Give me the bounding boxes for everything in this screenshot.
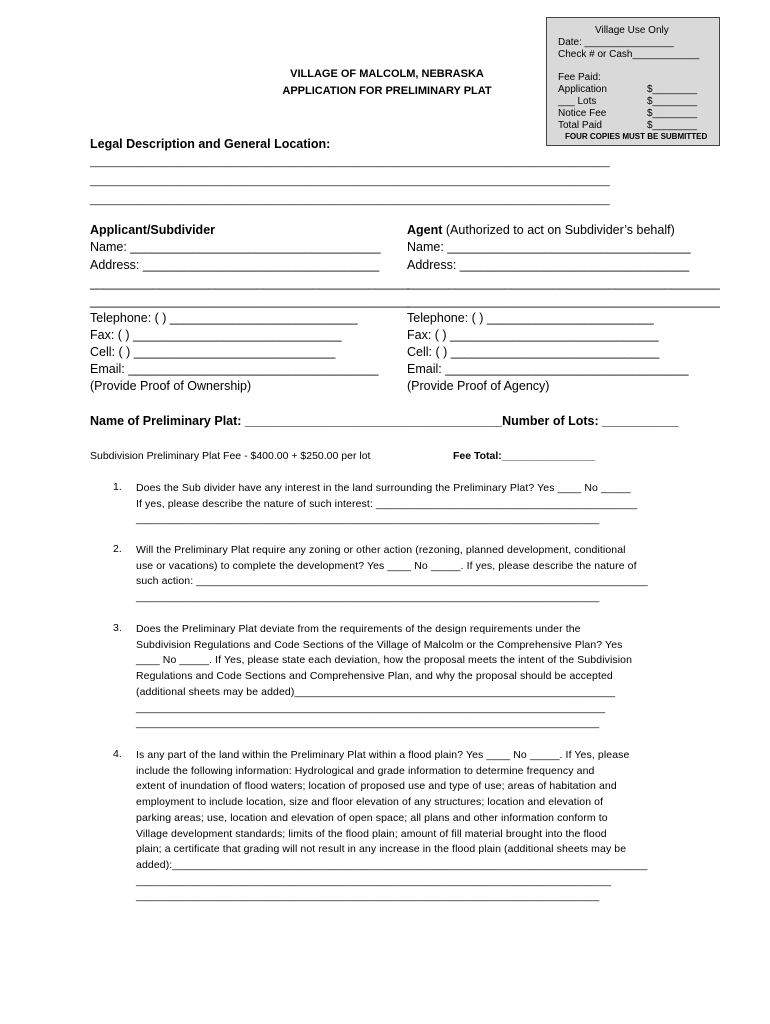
- legal-description-label: Legal Description and General Location:: [90, 137, 331, 151]
- question-4-number: 4.: [113, 748, 122, 760]
- legal-description-line-2[interactable]: _________________________________________________________________________________________: [90, 175, 610, 187]
- page-title-line2: APPLICATION FOR PRELIMINARY PLAT: [282, 85, 492, 97]
- question-2-line[interactable]: such action: ____________________________________________________________________________: [136, 575, 648, 588]
- check-or-cash-field[interactable]: Check # or Cash____________: [558, 49, 700, 60]
- notice-fee-label: Notice Fee: [558, 108, 607, 119]
- plat-name-and-lots-field[interactable]: Name of Preliminary Plat: _____________________________________Number of Lots: ___________: [90, 414, 679, 428]
- question-4-line: employment to include location, size and floor elevation of any structures; location and elevation of: [136, 796, 604, 809]
- application-amount-field[interactable]: $________: [647, 84, 698, 95]
- question-4-blank[interactable]: ______________________________________________________________________________: [136, 890, 600, 903]
- applicant-proof-note: (Provide Proof of Ownership): [90, 379, 252, 393]
- applicant-telephone-field[interactable]: Telephone: ( ) ___________________________: [90, 311, 358, 325]
- question-4-line: plain; a certificate that grading will not result in any increase in the flood plain (additional sheets may be: [136, 843, 627, 856]
- question-1-line: Does the Sub divider have any interest in the land surrounding the Preliminary Plat? Yes ____ No _____: [136, 482, 631, 494]
- question-3-line: Regulations and Code Sections and Comprehensive Plan, and why the proposal should be accepted: [136, 670, 613, 683]
- agent-name-field[interactable]: Name: ___________________________________: [407, 240, 691, 254]
- agent-fax-field[interactable]: Fax: ( ) ______________________________: [407, 328, 659, 342]
- question-3-line: ____ No _____. If Yes, please state each deviation, how the proposal meets the intent of the Subdivision: [136, 654, 633, 667]
- question-3-number: 3.: [113, 622, 122, 634]
- legal-description-line-3[interactable]: _________________________________________________________________________________________: [90, 194, 610, 206]
- applicant-fax-field[interactable]: Fax: ( ) ______________________________: [90, 328, 342, 342]
- question-1-blank[interactable]: ______________________________________________________________________________: [136, 513, 600, 526]
- applicant-heading: Applicant/Subdivider: [90, 223, 216, 237]
- question-2-line: use or vacations) to complete the development? Yes ____ No _____. If yes, please describe the nature of: [136, 559, 637, 572]
- question-4-line: Is any part of the land within the Preliminary Plat within a flood plain? Yes ____ No _____. If Yes, please: [136, 749, 630, 761]
- question-3-blank[interactable]: _______________________________________________________________________________: [136, 701, 606, 714]
- legal-description-line-1[interactable]: _________________________________________________________________________________________: [90, 156, 610, 168]
- question-1-line[interactable]: If yes, please describe the nature of such interest: ____________________________________________: [136, 497, 638, 510]
- question-3-line: Does the Preliminary Plat deviate from the requirements of the design requirements under the: [136, 623, 581, 635]
- question-2-line: Will the Preliminary Plat require any zoning or other action (rezoning, planned development, conditional: [136, 544, 626, 556]
- agent-address-field[interactable]: Address: _________________________________: [407, 258, 690, 272]
- plat-fee-text: Subdivision Preliminary Plat Fee - $400.00 + $250.00 per lot: [90, 450, 371, 462]
- question-4-line: parking areas; use, location and elevation of open space; all plans and other information conform to: [136, 811, 608, 824]
- question-2: [136, 543, 680, 606]
- notice-fee-amount-field[interactable]: $________: [647, 108, 698, 119]
- agent-email-field[interactable]: Email: ___________________________________: [407, 362, 689, 376]
- lots-label: ___ Lots: [558, 96, 597, 107]
- question-3: [136, 622, 680, 732]
- question-3-line[interactable]: (additional sheets may be added)______________________________________________________: [136, 685, 616, 698]
- lots-amount-field[interactable]: $________: [647, 96, 698, 107]
- question-4-line: include the following information: Hydrological and grade information to determine frequency and: [136, 764, 595, 777]
- question-3-line: Subdivision Regulations and Code Sections of the Village of Malcolm or the Comprehensive Plan? Yes: [136, 638, 623, 651]
- total-paid-amount-field[interactable]: $________: [647, 120, 698, 131]
- page-title-line1: VILLAGE OF MALCOLM, NEBRASKA: [290, 68, 484, 80]
- question-4-blank[interactable]: ________________________________________________________________________________: [136, 874, 612, 887]
- box-heading: Village Use Only: [595, 25, 669, 36]
- agent-proof-note: (Provide Proof of Agency): [407, 379, 550, 393]
- applicant-address-line-2[interactable]: ______________________________________________: [90, 276, 410, 290]
- question-3-blank[interactable]: ______________________________________________________________________________: [136, 717, 600, 730]
- applicant-address-field[interactable]: Address: __________________________________: [90, 258, 380, 272]
- question-4-line: extent of inundation of flood waters; location of proposed use and type of use; areas of habitation and: [136, 780, 617, 793]
- applicant-address-line-3[interactable]: ______________________________________________: [90, 294, 410, 308]
- question-1: [136, 481, 680, 528]
- agent-cell-field[interactable]: Cell: ( ) ______________________________: [407, 345, 660, 359]
- question-2-number: 2.: [113, 543, 122, 555]
- fee-paid-label: Fee Paid:: [558, 72, 601, 83]
- applicant-email-field[interactable]: Email: ____________________________________: [90, 362, 379, 376]
- agent-address-line-2[interactable]: _____________________________________________: [407, 276, 720, 290]
- applicant-cell-field[interactable]: Cell: ( ) _____________________________: [90, 345, 336, 359]
- question-4-line[interactable]: added):________________________________________________________________________________: [136, 858, 648, 871]
- agent-address-line-3[interactable]: _____________________________________________: [407, 294, 720, 308]
- agent-telephone-field[interactable]: Telephone: ( ) ________________________: [407, 311, 654, 325]
- date-field[interactable]: Date: ________________: [558, 37, 674, 48]
- question-1-number: 1.: [113, 481, 122, 493]
- applicant-name-field[interactable]: Name: ____________________________________: [90, 240, 381, 254]
- question-4-line: Village development standards; limits of the flood plain; amount of fill material brought into the flood: [136, 827, 607, 840]
- agent-heading: Agent: [407, 223, 443, 237]
- fee-total-field[interactable]: Fee Total:________________: [453, 450, 596, 462]
- agent-heading-row: [407, 223, 675, 237]
- total-paid-label: Total Paid: [558, 120, 602, 131]
- agent-heading-note: (Authorized to act on Subdivider’s behalf): [442, 223, 675, 237]
- application-label: Application: [558, 84, 607, 95]
- question-2-blank[interactable]: ______________________________________________________________________________: [136, 591, 600, 604]
- village-use-only-box: [546, 17, 720, 146]
- question-4: [136, 748, 680, 905]
- copies-note: FOUR COPIES MUST BE SUBMITTED: [565, 132, 708, 141]
